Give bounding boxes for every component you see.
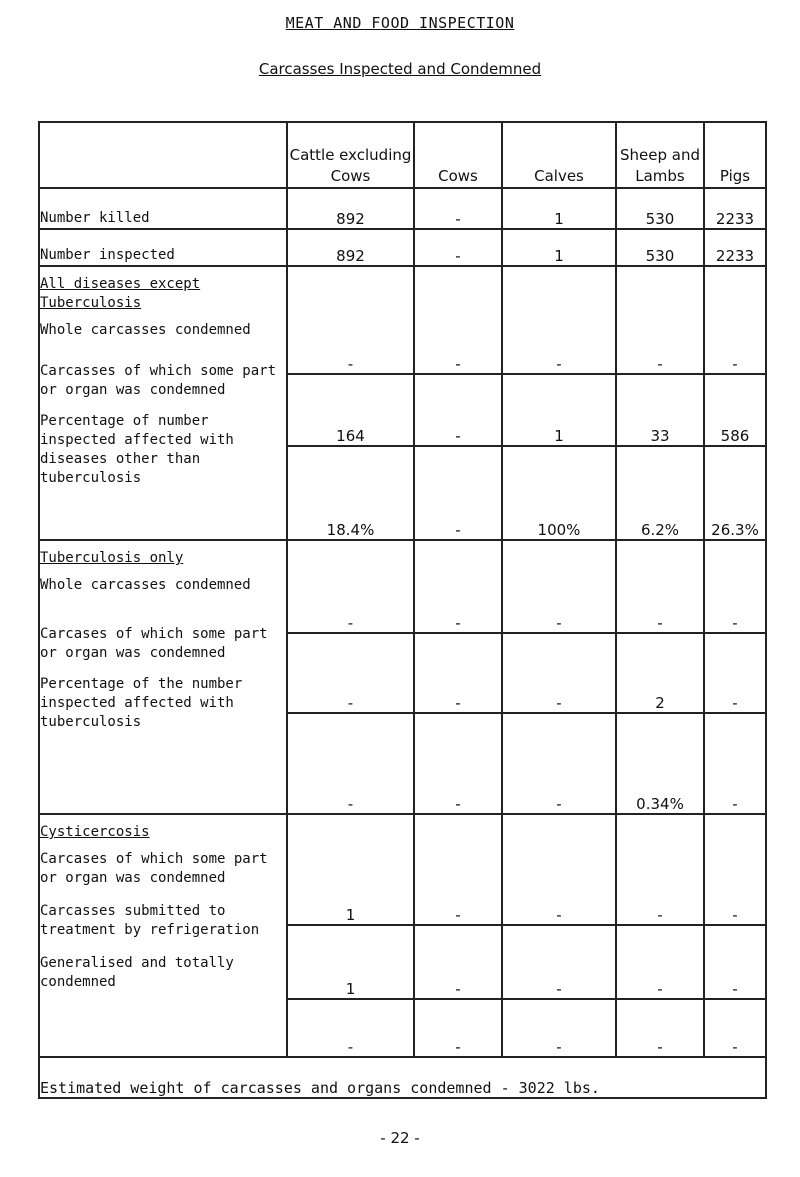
label-whole-condemned: Whole carcasses condemned xyxy=(40,577,251,593)
header-sheep: Sheep and Lambs xyxy=(616,122,704,188)
cell-cows: - xyxy=(414,999,502,1057)
cell-cattle: 892 xyxy=(287,229,414,266)
cell-calves: 1 xyxy=(502,188,616,229)
cell-sheep: - xyxy=(616,999,704,1057)
cell-pigs: 2233 xyxy=(704,188,766,229)
row-number-inspected xyxy=(39,229,766,266)
cell-cows: - xyxy=(414,266,502,374)
label-percentage: Percentage of number inspected affected with diseases other than tuberculosis xyxy=(40,413,234,486)
cell-pigs: - xyxy=(704,540,766,633)
cell-sheep: - xyxy=(616,814,704,925)
row-all-diseases-whole xyxy=(39,266,766,374)
table-title: Carcasses Inspected and Condemned xyxy=(258,60,542,78)
header-cows: Cows xyxy=(414,122,502,188)
cell-cattle: 1 xyxy=(287,925,414,999)
section-heading: Cysticercosis xyxy=(40,824,150,840)
cell-cattle: 1 xyxy=(287,814,414,925)
row-estimated-weight xyxy=(39,1057,766,1098)
cell-sheep: 0.34% xyxy=(616,713,704,814)
label-generalised: Generalised and totally condemned xyxy=(40,955,234,990)
estimated-weight-note: Estimated weight of carcasses and organs condemned - 3022 lbs. xyxy=(39,1057,766,1098)
header-cell-empty xyxy=(39,122,287,188)
cell-cattle: - xyxy=(287,999,414,1057)
cell-sheep: 530 xyxy=(616,188,704,229)
cell-cows: - xyxy=(414,633,502,713)
page-title: MEAT AND FOOD INSPECTION xyxy=(285,14,515,32)
row-label: Number killed xyxy=(39,188,287,229)
cell-calves: - xyxy=(502,633,616,713)
section-heading: Tuberculosis only xyxy=(40,550,184,566)
cell-cattle: 18.4% xyxy=(287,446,414,540)
cell-pigs: - xyxy=(704,633,766,713)
cell-calves: 1 xyxy=(502,229,616,266)
row-tb-whole xyxy=(39,540,766,633)
cell-pigs: - xyxy=(704,814,766,925)
row-cysticercosis-part xyxy=(39,814,766,925)
cell-cows: - xyxy=(414,446,502,540)
cell-calves: - xyxy=(502,713,616,814)
cell-cattle: 164 xyxy=(287,374,414,446)
cell-sheep: 530 xyxy=(616,229,704,266)
label-part-condemned: Carcases of which some part or organ was condemned xyxy=(40,626,268,661)
label-whole-condemned: Whole carcasses condemned xyxy=(40,322,251,338)
cell-sheep: - xyxy=(616,266,704,374)
label-percentage: Percentage of the number inspected affected with tuberculosis xyxy=(40,676,243,730)
cell-sheep: - xyxy=(616,540,704,633)
label-refrigeration: Carcasses submitted to treatment by refrigeration xyxy=(40,903,260,938)
header-calves: Calves xyxy=(502,122,616,188)
cell-calves: - xyxy=(502,999,616,1057)
section-all-diseases-label xyxy=(39,266,287,540)
cell-cattle: - xyxy=(287,633,414,713)
cell-cows: - xyxy=(414,540,502,633)
cell-pigs: 586 xyxy=(704,374,766,446)
header-row xyxy=(39,122,766,188)
cell-sheep: 6.2% xyxy=(616,446,704,540)
cell-cattle: - xyxy=(287,266,414,374)
cell-cattle: - xyxy=(287,540,414,633)
cell-pigs: 2233 xyxy=(704,229,766,266)
cell-cattle: 892 xyxy=(287,188,414,229)
header-pigs: Pigs xyxy=(704,122,766,188)
cell-calves: - xyxy=(502,925,616,999)
cell-pigs: - xyxy=(704,266,766,374)
cell-sheep: - xyxy=(616,925,704,999)
cell-calves: 1 xyxy=(502,374,616,446)
cell-calves: - xyxy=(502,814,616,925)
page-number: - 22 - xyxy=(380,1129,420,1147)
cell-cows: - xyxy=(414,925,502,999)
cell-cows: - xyxy=(414,374,502,446)
section-tuberculosis-label xyxy=(39,540,287,814)
cell-sheep: 2 xyxy=(616,633,704,713)
row-number-killed xyxy=(39,188,766,229)
cell-cows: - xyxy=(414,814,502,925)
cell-cows: - xyxy=(414,713,502,814)
label-part-condemned: Carcases of which some part or organ was condemned xyxy=(40,851,268,886)
cell-calves: 100% xyxy=(502,446,616,540)
header-cattle: Cattle excluding Cows xyxy=(287,122,414,188)
label-part-condemned: Carcasses of which some part or organ was condemned xyxy=(40,363,277,398)
cell-pigs: - xyxy=(704,713,766,814)
cell-calves: - xyxy=(502,540,616,633)
cell-pigs: 26.3% xyxy=(704,446,766,540)
cell-pigs: - xyxy=(704,999,766,1057)
cell-pigs: - xyxy=(704,925,766,999)
cell-cows: - xyxy=(414,229,502,266)
cell-calves: - xyxy=(502,266,616,374)
section-cysticercosis-label xyxy=(39,814,287,1057)
cell-cows: - xyxy=(414,188,502,229)
cell-sheep: 33 xyxy=(616,374,704,446)
row-label: Number inspected xyxy=(39,229,287,266)
cell-cattle: - xyxy=(287,713,414,814)
inspection-table xyxy=(38,121,767,1099)
section-heading: All diseases except Tuberculosis xyxy=(40,276,201,311)
